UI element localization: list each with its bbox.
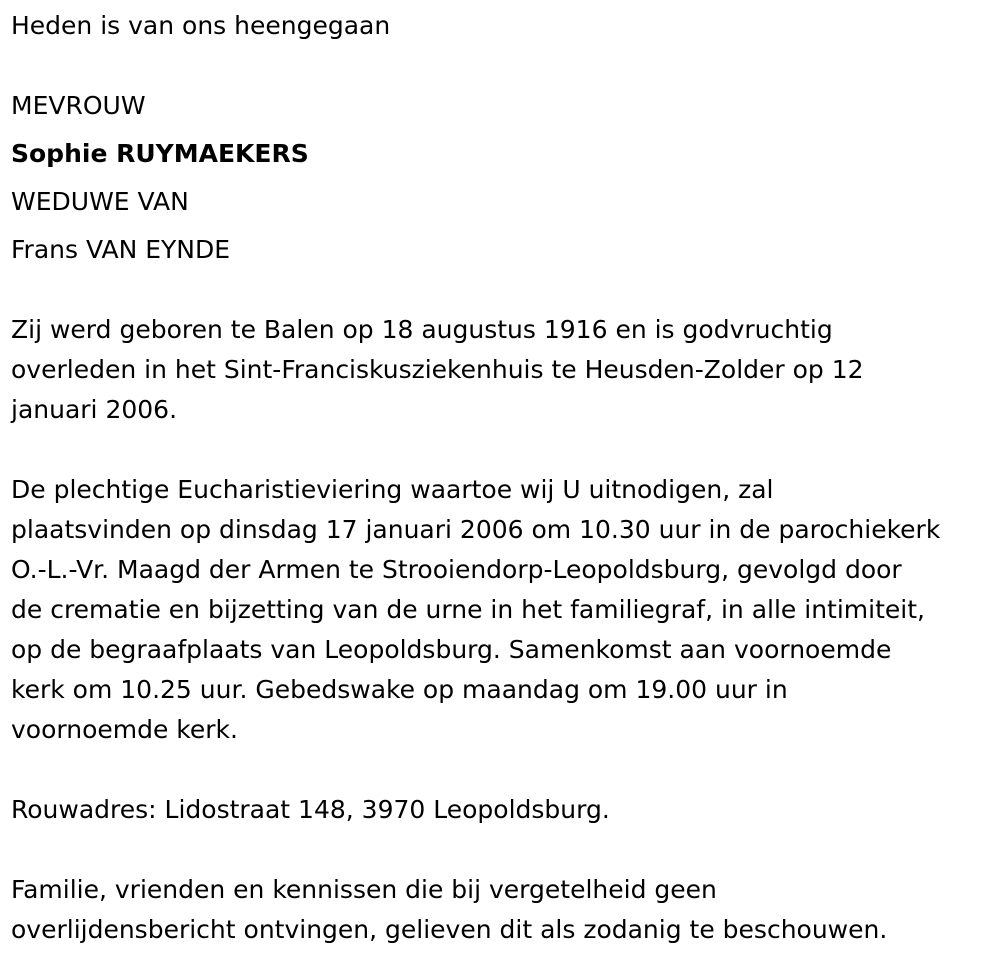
paragraph-line: de crematie en bijzetting van de urne in het familiegraf, in alle intimiteit, bbox=[11, 595, 925, 624]
deceased-name: Sophie RUYMAEKERS bbox=[11, 139, 309, 168]
birth-death-paragraph bbox=[11, 310, 864, 430]
paragraph-line: kerk om 10.25 uur. Gebedswake op maandag om 19.00 uur in bbox=[11, 675, 788, 704]
paragraph-line: januari 2006. bbox=[11, 395, 178, 424]
honorific-title: MEVROUW bbox=[11, 91, 146, 120]
paragraph-line: O.-L.-Vr. Maagd der Armen te Strooiendorp-Leopoldsburg, gevolgd door bbox=[11, 555, 902, 584]
funeral-paragraph bbox=[11, 470, 940, 750]
paragraph-line: De plechtige Eucharistieviering waartoe wij U uitnodigen, zal bbox=[11, 475, 774, 504]
paragraph-line: overleden in het Sint-Franciskusziekenhuis te Heusden-Zolder op 12 bbox=[11, 355, 864, 384]
widow-label: WEDUWE VAN bbox=[11, 187, 189, 216]
paragraph-line: plaatsvinden op dinsdag 17 januari 2006 om 10.30 uur in de parochiekerk bbox=[11, 515, 941, 544]
address-paragraph bbox=[11, 790, 610, 830]
paragraph-line: overlijdensbericht ontvingen, gelieven dit als zodanig te beschouwen. bbox=[11, 915, 888, 944]
intro-line: Heden is van ons heengegaan bbox=[11, 11, 391, 40]
husband-name: Frans VAN EYNDE bbox=[11, 235, 231, 264]
paragraph-line: op de begraafplaats van Leopoldsburg. Samenkomst aan voornoemde bbox=[11, 635, 892, 664]
paragraph-line: voornoemde kerk. bbox=[11, 715, 238, 744]
paragraph-line: Zij werd geboren te Balen op 18 augustus 1916 en is godvruchtig bbox=[11, 315, 833, 344]
paragraph-line: Familie, vrienden en kennissen die bij vergetelheid geen bbox=[11, 875, 717, 904]
family-paragraph bbox=[11, 870, 887, 950]
mourning-address: Rouwadres: Lidostraat 148, 3970 Leopoldsburg. bbox=[11, 795, 610, 824]
